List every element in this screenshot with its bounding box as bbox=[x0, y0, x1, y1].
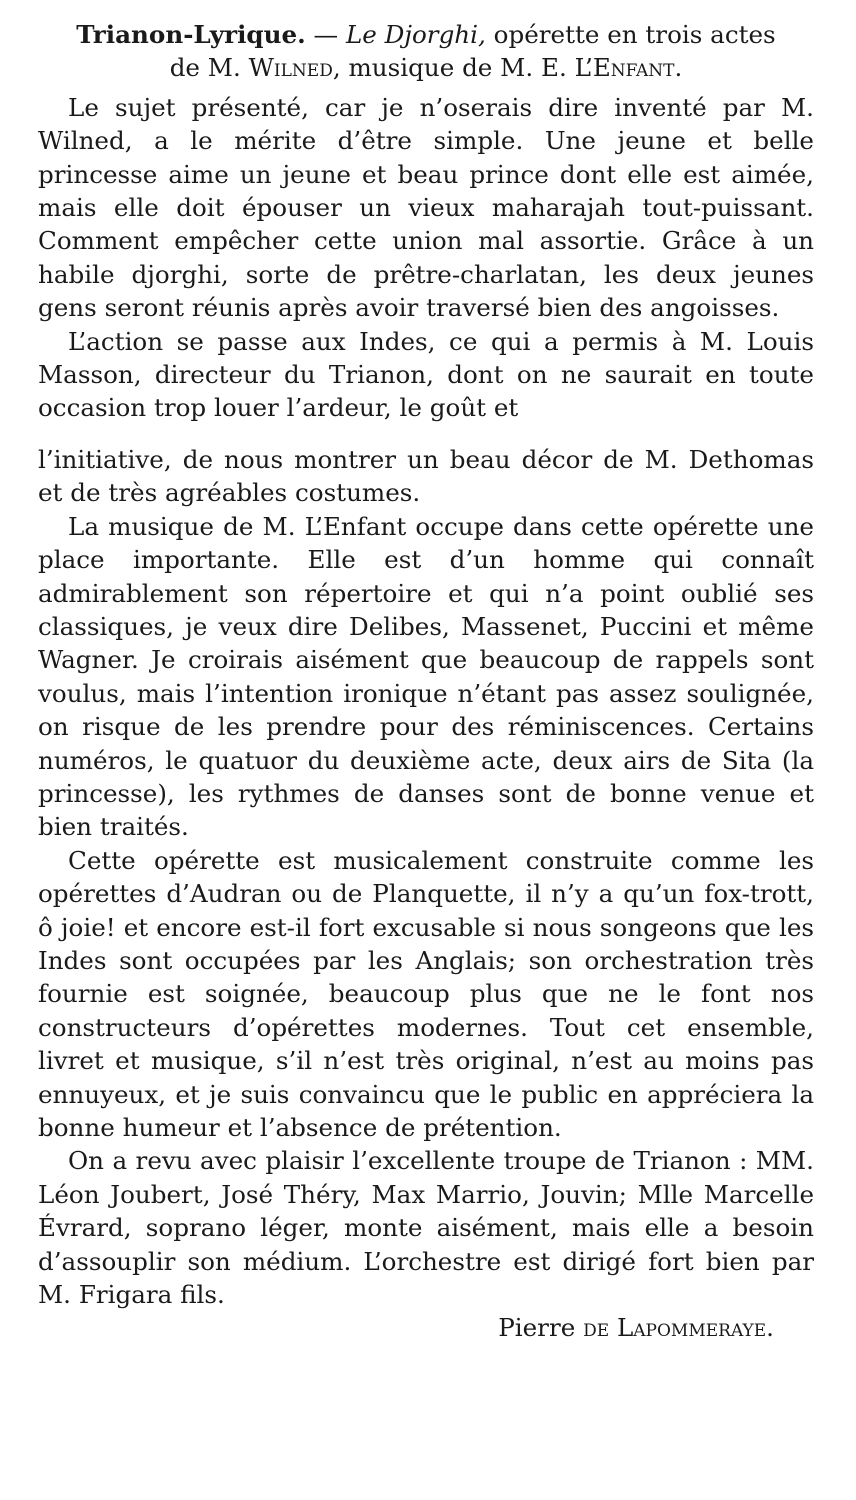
heading-credit-middle: , musique de M. E. bbox=[332, 53, 575, 83]
paragraph-setting-part1: L’action se passe aux Indes, ce qui a permis à M. Louis Masson, directeur du Trianon, dont on ne saurait en toute occasion trop louer l’ardeur, le goût et bbox=[38, 326, 814, 423]
signature-particle: de bbox=[583, 1313, 610, 1343]
paragraph-cast: On a revu avec plaisir l’excellente troupe de Trianon : MM. Léon Joubert, José Théry, Max Marrio, Jouvin; Mlle Marcelle Évrard, soprano léger, monte aisément, mais elle a besoin d’assouplir son médium. L’orchestre est dirigé fort bien par M. Frigara fils. bbox=[38, 1146, 814, 1310]
composer-name: L’Enfant bbox=[574, 53, 675, 83]
venue-name: Trianon-Lyrique. bbox=[76, 20, 306, 49]
play-title: Le Djorghi, bbox=[345, 20, 486, 49]
heading-description: opérette en trois actes bbox=[485, 20, 776, 49]
paragraph-music: La musique de M. L’Enfant occupe dans cette opérette une place importante. Elle est d’un homme qui connaît admirablement son répertoire et qui n’a point oublié ses classiques, je veux dire Delibes, Massenet, Puccini et même Wagner. Je croirais aisément que beaucoup de rappels sont voulus, mais l’intention ironique n’étant pas assez soulignée, on risque de les prendre pour des réminiscences. Certains numéros, le quatuor du deuxième acte, deux airs de Sita (la princesse), les rythmes de danses sont de bonne venue et bien traités. bbox=[38, 511, 814, 842]
signature bbox=[38, 1311, 814, 1344]
heading-dash: — bbox=[305, 20, 346, 49]
paragraph-orchestration: Cette opérette est musicalement construite comme les opérettes d’Audran ou de Planquette, il n’y a qu’un fox-trott, ô joie! et encore est-il fort excusable si nous songeons que les Indes sont occupées par les Anglais; son orchestration très fournie est soignée, beaucoup plus que ne le font nos constructeurs d’opérettes modernes. Tout cet ensemble, livret et musique, s’il n’est très original, n’est au moins pas ennuyeux, et je suis convaincu que le public en appréciera la bonne humeur et l’absence de prétention. bbox=[38, 845, 814, 1142]
heading-line-2 bbox=[38, 51, 814, 84]
author-name: Wilned bbox=[248, 53, 333, 83]
paragraph-plot: Le sujet présenté, car je n’oserais dire inventé par M. Wilned, a le mérite d’être simple. Une jeune et belle princesse aime un jeune et beau prince dont elle est aimée, mais elle doit épouser un vieux maharajah tout-puissant. Comment empêcher cette union mal assortie. Grâce à un habile djorghi, sorte de prêtre-charlatan, les deux jeunes gens seront réunis après avoir traversé bien des angoisses. bbox=[38, 92, 814, 323]
paragraph-setting-part2: l’initiative, de nous montrer un beau décor de M. Dethomas et de très agréables costumes. bbox=[38, 444, 814, 508]
signature-last-name: Lapommeraye. bbox=[609, 1313, 774, 1343]
heading-credit-prefix: de M. bbox=[169, 53, 249, 83]
signature-first-name: Pierre bbox=[498, 1313, 584, 1343]
heading-credit-end: . bbox=[674, 53, 683, 83]
heading-line-1 bbox=[38, 18, 814, 51]
article-heading bbox=[38, 18, 814, 85]
article bbox=[38, 18, 814, 1345]
